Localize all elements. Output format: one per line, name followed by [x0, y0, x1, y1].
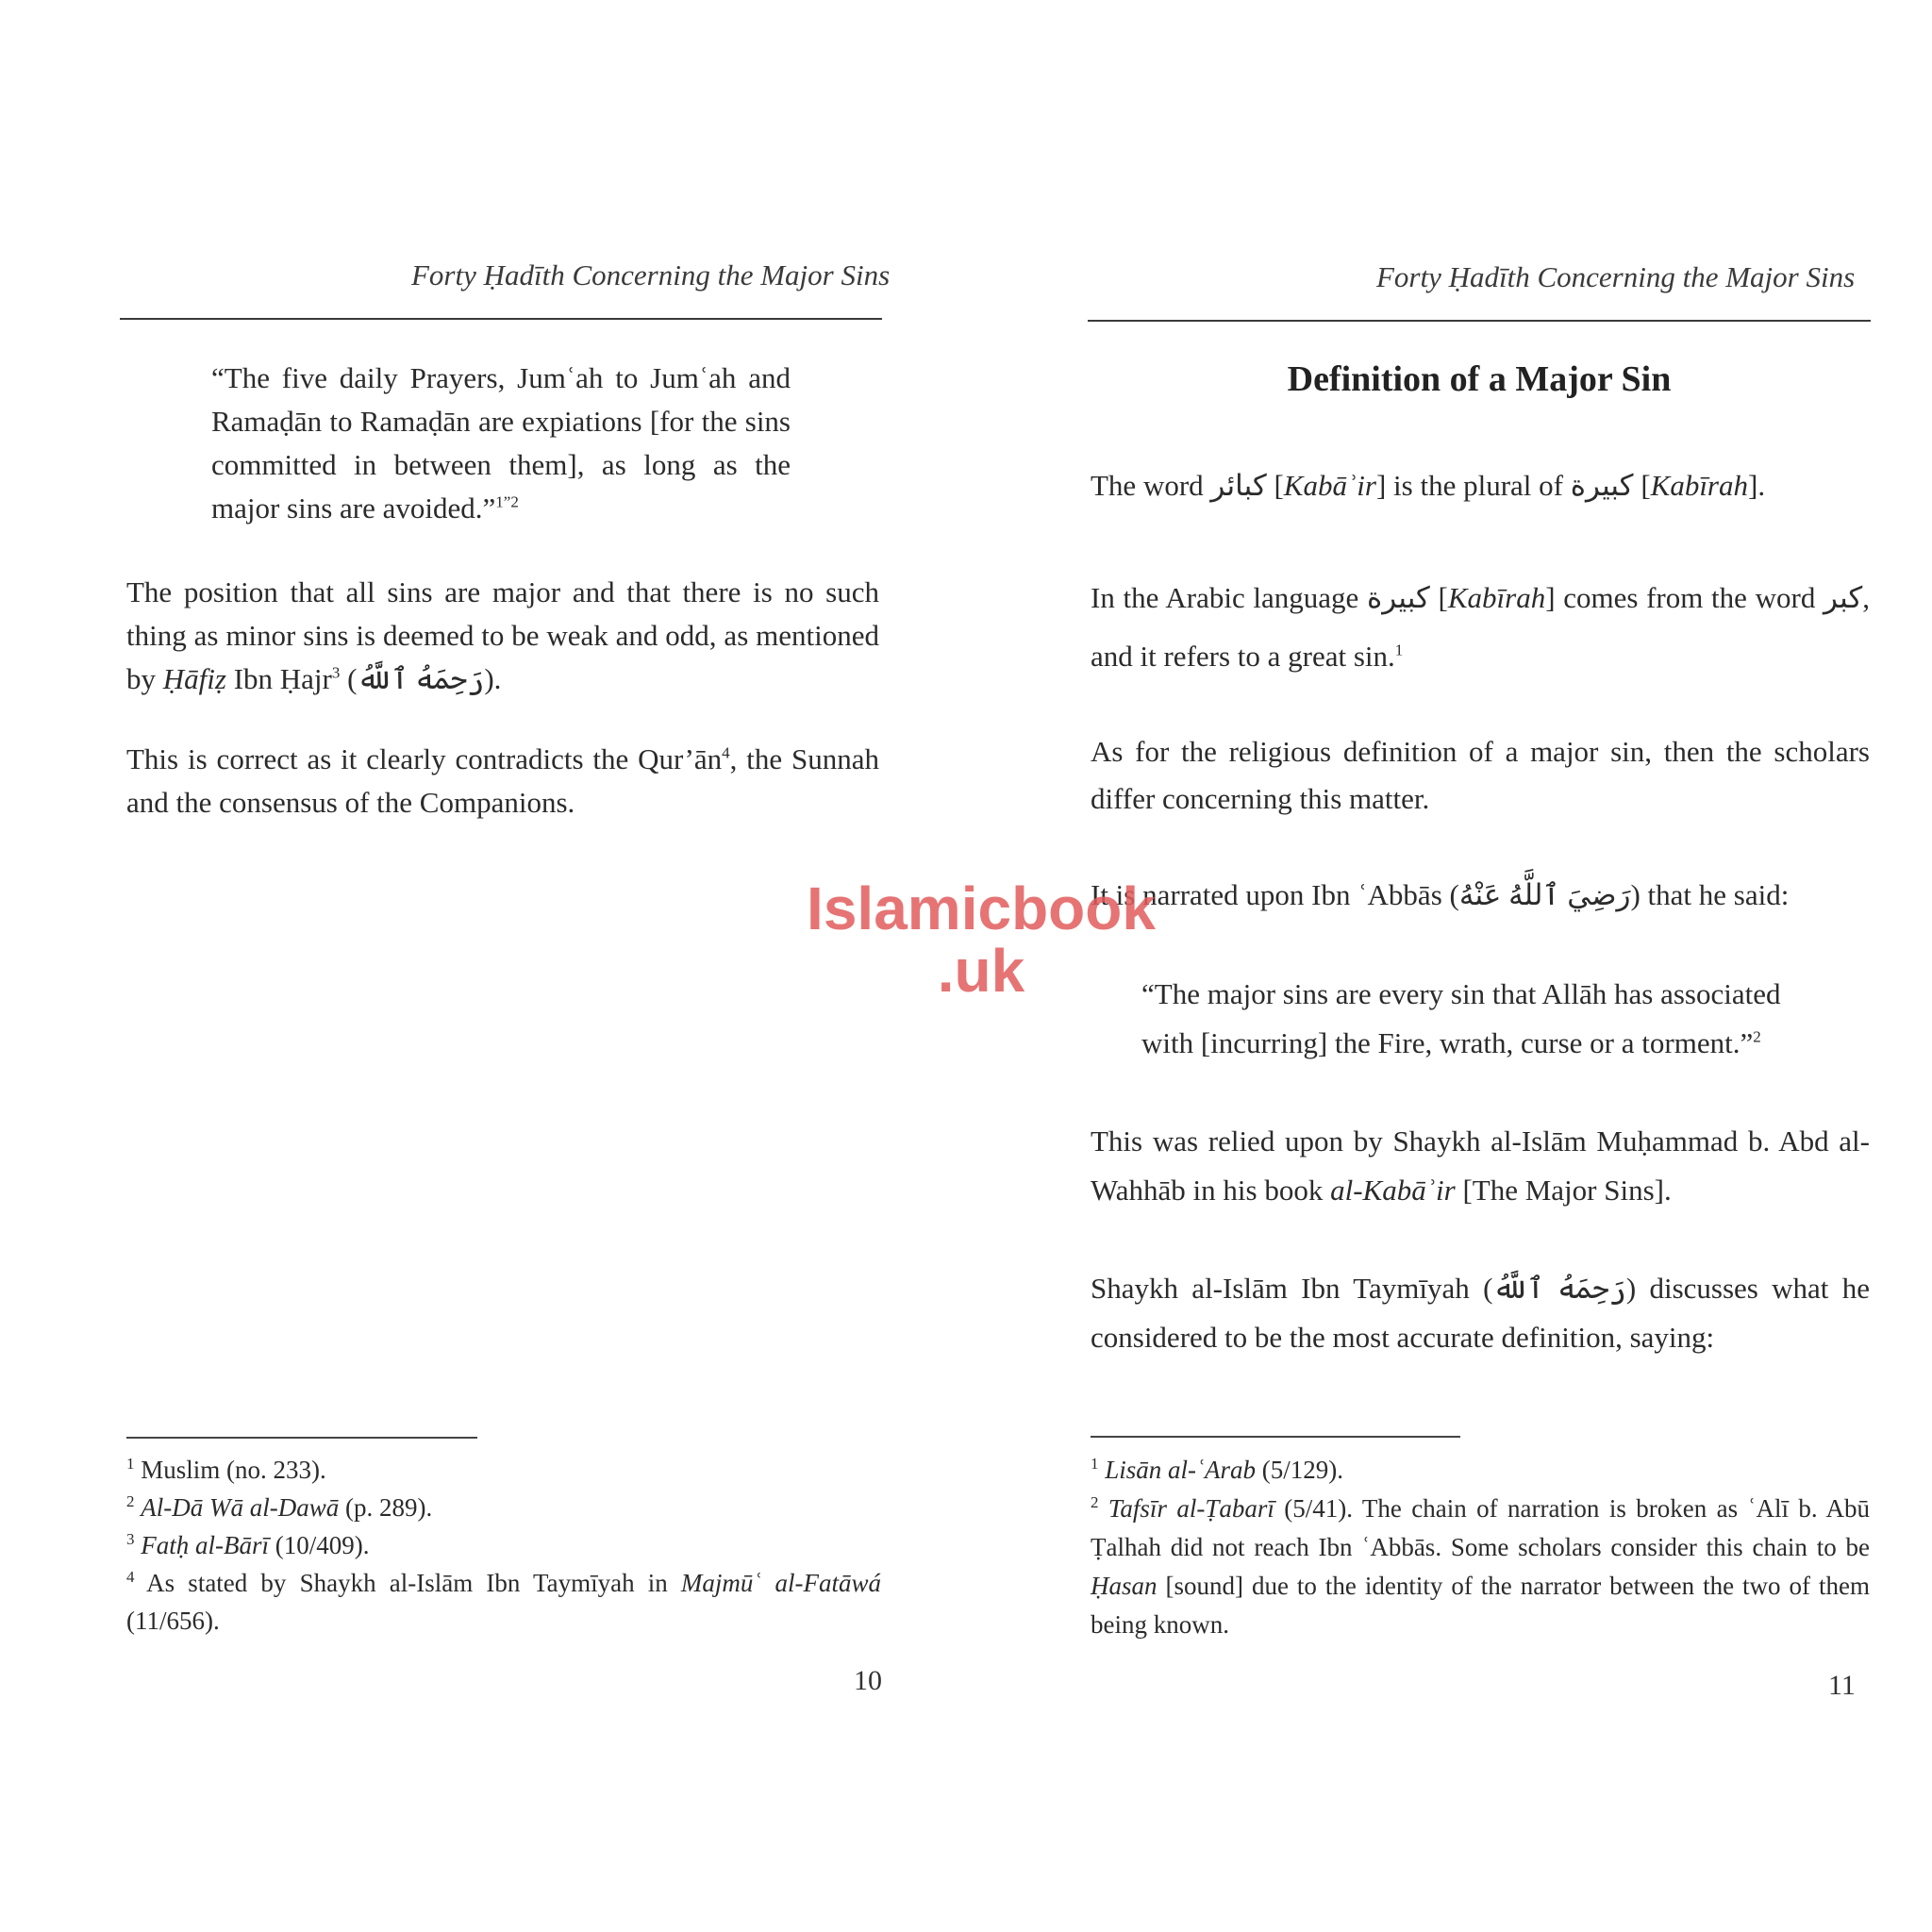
footnote-text: (10/409). — [269, 1531, 370, 1559]
quote-refs: 1”2 — [495, 492, 519, 511]
paragraph-relied-upon — [1091, 1117, 1870, 1215]
transliteration: Kabāʾir — [1283, 469, 1376, 502]
para-text: The position that all sins are major and that there is no such thing as minor sins is deemed to be weak and odd, as mentioned by — [126, 575, 879, 695]
para-text: The word — [1091, 469, 1211, 502]
arabic-word: كبيرة — [1367, 581, 1430, 614]
footnote-ref: 2 — [1753, 1027, 1761, 1046]
quote-text: “The five daily Prayers, Jumʿah to Jumʿah and Ramaḍān to Ramaḍān are expiations [for the sins committed in between them], as long as the major sins are avoided.” — [211, 361, 791, 525]
watermark-line-2: .uk — [937, 937, 1025, 1005]
section-title: Definition of a Major Sin — [1287, 359, 1672, 399]
para-text: [ — [1633, 469, 1651, 502]
footnote-title: Fatḥ al-Bārī — [141, 1531, 269, 1559]
footnotes-right — [1091, 1451, 1870, 1644]
para-text: [ — [1266, 469, 1284, 502]
running-header-right: Forty Ḥadīth Concerning the Major Sins — [1376, 260, 1856, 293]
arabic-word: كبر — [1824, 581, 1863, 614]
footnote-title: Tafsīr al-Ṭabarī — [1108, 1494, 1274, 1523]
footnote-number: 4 — [126, 1568, 135, 1586]
footnote-rule-left — [126, 1437, 477, 1439]
footnote-title: Lisān al-ʿArab — [1105, 1456, 1257, 1484]
para-text: Ibn Ḥajr — [225, 662, 332, 695]
footnote-number: 3 — [126, 1530, 135, 1548]
footnote-text: (5/129). — [1256, 1456, 1343, 1484]
book-title: al-Kabāʾir — [1330, 1174, 1456, 1207]
footnote-ref: 4 — [722, 743, 730, 762]
para-text: This was relied upon by Shaykh al-Islām Muḥammad b. Abd al-Wahhāb in his book — [1091, 1124, 1870, 1207]
footnote-number: 1 — [126, 1455, 135, 1473]
footnote-text: (11/656). — [126, 1607, 220, 1635]
para-text: This is correct as it clearly contradicts the Qur’ān — [126, 742, 723, 775]
para-text: ] is the plural of — [1375, 469, 1571, 502]
para-italic: Ḥāfiẓ — [162, 662, 226, 695]
watermark-line-1: Islamicbook — [807, 874, 1156, 942]
running-header-left: Forty Ḥadīth Concerning the Major Sins — [411, 258, 891, 291]
footnote-text: (p. 289). — [339, 1493, 433, 1522]
footnote-1 — [1091, 1451, 1870, 1490]
hadith-quote-right — [1141, 970, 1840, 1068]
paragraph-arabic-language — [1091, 569, 1870, 686]
footnote-number: 1 — [1091, 1455, 1099, 1473]
page-number-right: 11 — [1828, 1670, 1856, 1701]
paragraph-ibn-taymiyah: Shaykh al-Islām Ibn Taymīyah (رَحِمَهُ ٱللَّهُ) discusses what he considered to be the most accurate definition, saying: — [1091, 1272, 1870, 1354]
paragraph-correct — [126, 738, 879, 824]
arabic-word: كبيرة — [1570, 469, 1634, 502]
footnote-text: [sound] due to the identity of the narrator between the two of them being known. — [1091, 1572, 1870, 1639]
footnote-number: 2 — [126, 1492, 135, 1510]
para-text: In the Arabic language — [1091, 581, 1367, 614]
arabic-word: كبائر — [1210, 469, 1267, 502]
footnote-title: Ḥasan — [1091, 1572, 1158, 1600]
transliteration: Kabīrah — [1650, 469, 1748, 502]
paragraph-position — [126, 571, 879, 701]
para-text: ]. — [1748, 469, 1766, 502]
header-rule-left — [120, 318, 882, 320]
paragraph-word — [1091, 464, 1870, 508]
quote-text: “The major sins are every sin that Allāh has associated with [incurring] the Fire, wrath, curse or a torment.” — [1141, 977, 1781, 1059]
para-text: , the Sunnah and the consensus of the Companions. — [126, 742, 880, 819]
hadith-quote-left — [211, 357, 791, 530]
footnote-ref: 3 — [331, 663, 341, 682]
footnote-text: As stated by Shaykh al-Islām Ibn Taymīyah in — [134, 1569, 681, 1597]
footnote-ref: 1 — [1394, 641, 1404, 659]
footnote-title: Majmūʿ al-Fatāwá — [680, 1569, 881, 1597]
footnote-rule-right — [1091, 1436, 1460, 1438]
para-text: (رَحِمَهُ ٱللَّهُ). — [340, 662, 502, 695]
footnote-4 — [126, 1564, 881, 1640]
footnotes-left — [126, 1451, 881, 1640]
footnote-2 — [126, 1489, 881, 1526]
page-number-left: 10 — [854, 1665, 882, 1696]
para-text: [The Major Sins]. — [1455, 1174, 1672, 1207]
footnote-text: Muslim (no. 233). — [134, 1456, 326, 1484]
para-text: , and it refers to a great sin. — [1091, 581, 1870, 673]
paragraph-narrated: It is narrated upon Ibn ʿAbbās (رَضِيَ ٱللَّهُ عَنْهُ) that he said: — [1091, 878, 1790, 911]
paragraph-religious-definition: As for the religious definition of a major sin, then the scholars differ concerning this matter. — [1091, 735, 1870, 815]
footnote-title: Al-Dā Wā al-Dawā — [141, 1493, 340, 1522]
footnote-3 — [126, 1526, 881, 1564]
footnote-number: 2 — [1091, 1493, 1099, 1511]
footnote-2 — [1091, 1490, 1870, 1644]
transliteration: Kabīrah — [1447, 581, 1546, 614]
watermark — [802, 874, 1160, 1005]
footnote-1 — [126, 1451, 881, 1489]
para-text: [ — [1429, 581, 1448, 614]
para-text: ] comes from the word — [1545, 581, 1824, 614]
header-rule-right — [1088, 320, 1871, 322]
footnote-text: (5/41). The chain of narration is broken as ʿAlī b. Abū Ṭalhah did not reach Ibn ʿAbbās. Some scholars consider this chain to be — [1091, 1494, 1870, 1561]
